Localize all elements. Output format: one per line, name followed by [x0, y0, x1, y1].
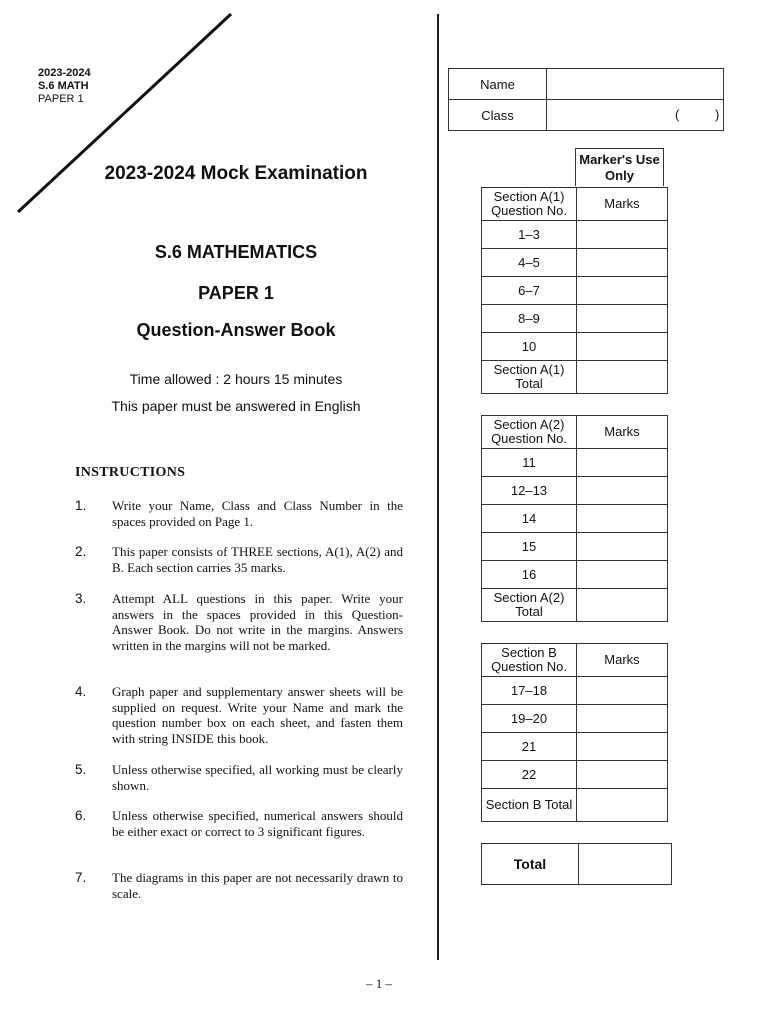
name-field[interactable]	[547, 69, 724, 100]
section-b-marks-table	[481, 643, 668, 822]
question-range-cell: 21	[482, 733, 577, 761]
instruction-item	[75, 591, 403, 653]
marks-cell[interactable]	[577, 449, 668, 477]
class-label: Class	[449, 100, 547, 131]
instruction-number: 6.	[75, 808, 87, 823]
marks-cell[interactable]	[577, 677, 668, 705]
header-paper: PAPER 1	[38, 93, 84, 105]
section-a2-marks-table	[481, 415, 668, 622]
instruction-item	[75, 544, 403, 575]
subject-title: S.6 MATHEMATICS	[154, 242, 318, 262]
time-allowed: Time allowed : 2 hours 15 minutes	[129, 371, 343, 387]
book-title: Question-Answer Book	[136, 320, 336, 340]
section-a1-total-cell[interactable]	[577, 361, 668, 394]
header-subject: S.6 MATH	[38, 80, 89, 92]
student-info-box	[448, 68, 724, 131]
question-range-cell: 6–7	[482, 277, 577, 305]
corner-slash-line	[0, 0, 260, 220]
instructions-heading: INSTRUCTIONS	[75, 465, 186, 480]
section-a2-marks-header: Marks	[577, 416, 668, 449]
section-b-question-header: Section B Question No.	[482, 644, 577, 677]
question-range-cell: 10	[482, 333, 577, 361]
instruction-number: 5.	[75, 762, 87, 777]
question-range-cell: 1–3	[482, 221, 577, 249]
marks-cell[interactable]	[577, 561, 668, 589]
instruction-number: 7.	[75, 870, 87, 885]
section-b-marks-header: Marks	[577, 644, 668, 677]
instruction-number: 4.	[75, 684, 87, 699]
marks-cell[interactable]	[577, 477, 668, 505]
marks-cell[interactable]	[577, 761, 668, 789]
marks-cell[interactable]	[577, 733, 668, 761]
exam-title: 2023-2024 Mock Examination	[104, 163, 368, 184]
language-note: This paper must be answered in English	[111, 398, 361, 414]
instruction-item	[75, 808, 403, 839]
page-divider	[437, 14, 439, 960]
section-a1-total-label: Section A(1) Total	[482, 361, 577, 394]
question-range-cell: 15	[482, 533, 577, 561]
section-a2-total-label: Section A(2) Total	[482, 589, 577, 622]
instruction-text: This paper consists of THREE sections, A(1), A(2) and B. Each section carries 35 marks.	[112, 544, 403, 575]
class-number-open-paren: (	[675, 107, 680, 122]
marks-cell[interactable]	[577, 705, 668, 733]
instruction-item	[75, 870, 403, 901]
question-range-cell: 16	[482, 561, 577, 589]
section-a2-total-cell[interactable]	[577, 589, 668, 622]
class-field[interactable]	[547, 100, 724, 131]
markers-use-only-header: Marker's Use Only	[575, 148, 664, 186]
instruction-text: Write your Name, Class and Class Number in the spaces provided on Page 1.	[112, 498, 403, 529]
marks-cell[interactable]	[577, 305, 668, 333]
question-range-cell: 17–18	[482, 677, 577, 705]
question-range-cell: 12–13	[482, 477, 577, 505]
question-range-cell: 11	[482, 449, 577, 477]
instruction-number: 3.	[75, 591, 87, 606]
question-range-cell: 19–20	[482, 705, 577, 733]
header-year: 2023-2024	[38, 67, 91, 79]
marks-cell[interactable]	[577, 505, 668, 533]
marks-cell[interactable]	[577, 533, 668, 561]
question-range-cell: 4–5	[482, 249, 577, 277]
marks-cell[interactable]	[577, 221, 668, 249]
instruction-number: 1.	[75, 498, 87, 513]
instruction-text: Graph paper and supplementary answer sheets will be supplied on request. Write your Name and mark the question number box on each sheet, and fasten them with string INSIDE this book.	[112, 684, 403, 746]
question-range-cell: 14	[482, 505, 577, 533]
page-number: – 1 –	[366, 976, 392, 991]
marks-cell[interactable]	[577, 277, 668, 305]
paper-title: PAPER 1	[198, 283, 274, 303]
instruction-number: 2.	[75, 544, 87, 559]
instruction-text: The diagrams in this paper are not necessarily drawn to scale.	[112, 870, 403, 901]
question-range-cell: 8–9	[482, 305, 577, 333]
question-range-cell: 22	[482, 761, 577, 789]
instruction-text: Unless otherwise specified, numerical answers should be either exact or correct to 3 significant figures.	[112, 808, 403, 839]
marks-cell[interactable]	[577, 249, 668, 277]
instruction-text: Unless otherwise specified, all working must be clearly shown.	[112, 762, 403, 793]
grand-total-cell[interactable]	[579, 844, 672, 885]
name-label: Name	[449, 69, 547, 100]
grand-total-table	[481, 843, 672, 885]
section-a1-marks-header: Marks	[577, 188, 668, 221]
instruction-item	[75, 762, 403, 793]
instruction-item	[75, 684, 403, 746]
instruction-item	[75, 498, 403, 529]
marks-cell[interactable]	[577, 333, 668, 361]
class-number-close-paren: )	[715, 107, 720, 122]
grand-total-label: Total	[482, 844, 579, 885]
section-a2-question-header: Section A(2) Question No.	[482, 416, 577, 449]
instruction-text: Attempt ALL questions in this paper. Write your answers in the spaces provided in this Question-Answer Book. Do not write in the margins. Answers written in the margins will not be marked.	[112, 591, 403, 653]
section-b-total-label: Section B Total	[482, 789, 577, 822]
section-a1-marks-table	[481, 187, 668, 394]
paper-code-tag	[38, 67, 91, 106]
section-a1-question-header: Section A(1) Question No.	[482, 188, 577, 221]
section-b-total-cell[interactable]	[577, 789, 668, 822]
